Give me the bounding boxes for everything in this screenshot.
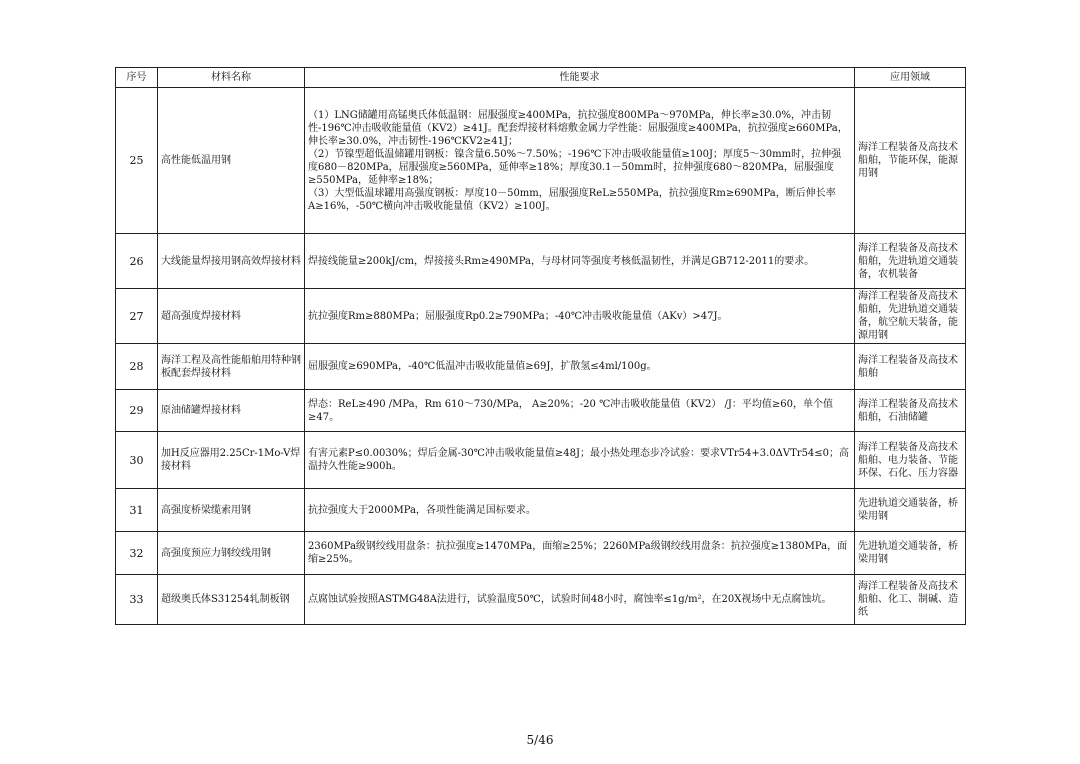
row-index: 31 <box>116 489 158 532</box>
row-index: 27 <box>116 289 158 344</box>
material-name: 超级奥氏体S31254轧制板钢 <box>158 575 305 625</box>
application-field: 海洋工程装备及高技术船舶，先进轨道交通装备，航空航天装备，能源用钢 <box>855 289 966 344</box>
performance-requirements <box>305 489 855 532</box>
application-field: 海洋工程装备及高技术船舶、化工、制碱、造纸 <box>855 575 966 625</box>
performance-requirements <box>305 289 855 344</box>
requirement-line: 抗拉强度大于2000MPa，各项性能满足国标要求。 <box>308 504 536 516</box>
material-name: 高强度预应力钢绞线用钢 <box>158 532 305 575</box>
material-name: 加H反应器用2.25Cr-1Mo-V焊接材料 <box>158 432 305 489</box>
table-row <box>116 489 966 532</box>
table-row <box>116 532 966 575</box>
row-index: 29 <box>116 390 158 432</box>
performance-requirements <box>305 532 855 575</box>
requirement-line: （1）LNG储罐用高锰奥氏体低温钢：屈服强度≥400MPa，抗拉强度800MPa～970MPa，伸长率≥30.0%，冲击韧性-196℃冲击吸收能量值（KV2）≥41J。配套焊接材料熔敷金属力学性能：屈服强度≥400MPa，抗拉强度≥660MPa，伸长率≥30.0%，冲击韧性-196℃KV2≥41J； <box>308 109 848 147</box>
header-requirements: 性能要求 <box>305 68 855 88</box>
material-name: 大线能量焊接用钢高效焊接材料 <box>158 234 305 289</box>
row-index: 32 <box>116 532 158 575</box>
row-index: 26 <box>116 234 158 289</box>
materials-table <box>115 67 966 625</box>
material-name: 海洋工程及高性能船舶用特种钢板配套焊接材料 <box>158 344 305 390</box>
requirement-line: （3）大型低温球罐用高强度钢板：厚度10－50mm，屈服强度ReL≥550MPa，抗拉强度Rm≥690MPa，断后伸长率A≥16%，-50℃横向冲击吸收能量值（KV2）≥100J。 <box>308 187 836 212</box>
header-application: 应用领域 <box>855 68 966 88</box>
table-header-row <box>116 68 966 88</box>
page-number: 5/46 <box>526 733 554 747</box>
application-field: 海洋工程装备及高技术船舶、电力装备、节能环保、石化、压力容器 <box>855 432 966 489</box>
header-name: 材料名称 <box>158 68 305 88</box>
table-row <box>116 234 966 289</box>
requirement-line: 点腐蚀试验按照ASTMG48A法进行，试验温度50℃，试验时间48小时，腐蚀率≤1g/m²，在20X视场中无点腐蚀坑。 <box>308 594 832 605</box>
header-index: 序号 <box>116 68 158 88</box>
application-field: 海洋工程装备及高技术船舶，节能环保，能源用钢 <box>855 88 966 234</box>
application-field: 海洋工程装备及高技术船舶，先进轨道交通装备，农机装备 <box>855 234 966 289</box>
table-row <box>116 575 966 625</box>
document-page <box>115 67 965 625</box>
material-name: 高性能低温用钢 <box>158 88 305 234</box>
performance-requirements <box>305 390 855 432</box>
material-name: 高强度桥梁缆索用钢 <box>158 489 305 532</box>
application-field: 海洋工程装备及高技术船舶，石油储罐 <box>855 390 966 432</box>
table-row <box>116 88 966 234</box>
performance-requirements <box>305 432 855 489</box>
table-row <box>116 289 966 344</box>
requirement-line: 抗拉强度Rm≥880MPa；屈服强度Rp0.2≥790MPa；-40℃冲击吸收能量值（AKv）>47J。 <box>308 310 728 322</box>
performance-requirements <box>305 88 855 234</box>
row-index: 28 <box>116 344 158 390</box>
table-row <box>116 432 966 489</box>
row-index: 33 <box>116 575 158 625</box>
table-row <box>116 390 966 432</box>
performance-requirements <box>305 575 855 625</box>
performance-requirements <box>305 344 855 390</box>
application-field: 先进轨道交通装备，桥梁用钢 <box>855 489 966 532</box>
performance-requirements <box>305 234 855 289</box>
application-field: 先进轨道交通装备，桥梁用钢 <box>855 532 966 575</box>
requirement-line: 2360MPa级钢绞线用盘条：抗拉强度≥1470MPa，面缩≥25%；2260MPa级钢绞线用盘条：抗拉强度≥1380MPa，面缩≥25%。 <box>308 541 848 565</box>
application-field: 海洋工程装备及高技术船舶 <box>855 344 966 390</box>
requirement-line: 屈服强度≥690MPa，-40℃低温冲击吸收能量值≥69J，扩散氢≤4ml/100g。 <box>308 361 657 372</box>
requirement-line: （2）节镍型超低温储罐用钢板：镍含量6.50%～7.50%；-196℃下冲击吸收能量值≥100J；厚度5～30mm时，拉伸强度680－820MPa，屈服强度≥560MPa，延伸率≥18%；厚度30.1－50mm时，拉伸强度680～820MPa，屈服强度≥550MPa，延伸率≥18%； <box>308 148 842 186</box>
requirement-line: 焊态：ReL≥490 /MPa，Rm 610～730/MPa， A≥20%；-20 ℃冲击吸收能量值（KV2） /J：平均值≥60，单个值≥47。 <box>308 398 833 423</box>
row-index: 25 <box>116 88 158 234</box>
requirement-line: 有害元素P≤0.0030%；焊后金属-30℃冲击吸收能量值≥48J；最小热处理态步冷试验：要求VTr54+3.0ΔVTr54≤0；高温持久性能≥900h。 <box>308 448 850 472</box>
material-name: 原油储罐焊接材料 <box>158 390 305 432</box>
material-name: 超高强度焊接材料 <box>158 289 305 344</box>
table-row <box>116 344 966 390</box>
requirement-line: 焊接线能量≥200kJ/cm，焊接接头Rm≥490MPa，与母材同等强度考核低温韧性，并满足GB712-2011的要求。 <box>308 255 815 267</box>
row-index: 30 <box>116 432 158 489</box>
